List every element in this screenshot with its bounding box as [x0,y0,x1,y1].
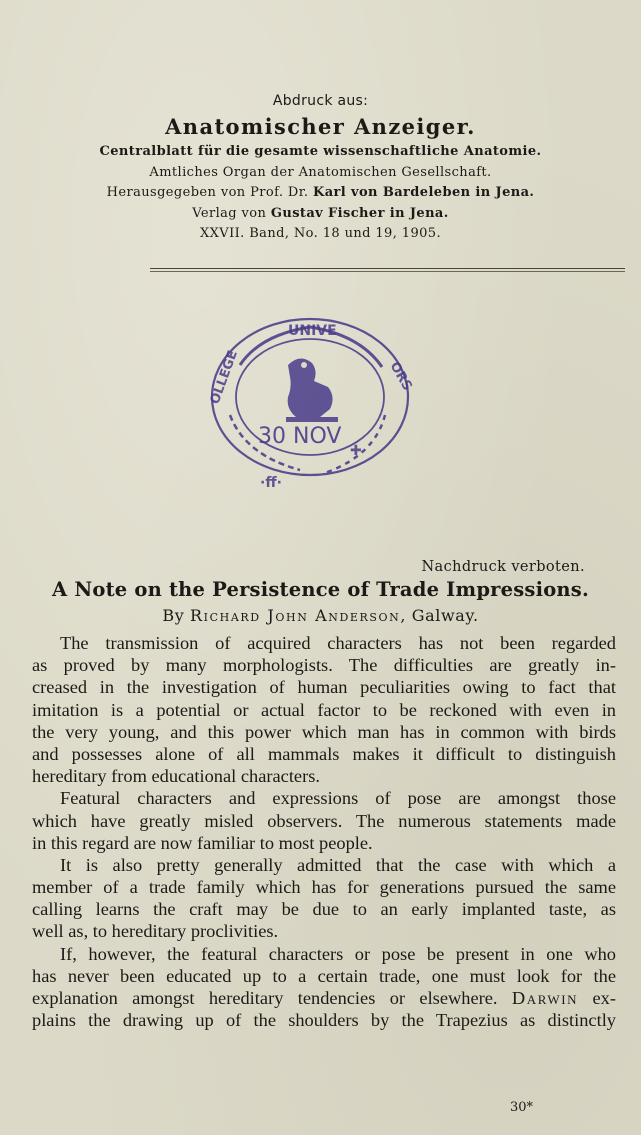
body-line: creased in the investigation of human peculiarities owing to fact that [32,677,616,698]
body-line: Featural characters and expressions of pose are amongst those [60,788,616,809]
journal-organ: Amtliches Organ der Anatomischen Gesellschaft. [149,164,492,180]
journal-title: Anatomischer Anzeiger. [165,114,476,139]
byline-prefix: By [162,606,185,625]
body-line-text: explanation amongst hereditary tendencies or elsewhere. [32,988,498,1008]
body-line: plains the drawing up of the shoulders by the Trapezius as distinctly [32,1010,616,1031]
journal-volume: XXVII. Band, No. 18 und 19, 1905. [199,226,442,241]
svg-text:✚: ✚ [350,443,362,459]
svg-text:·ff·: ·ff· [260,475,282,491]
journal-header [0,90,641,245]
editor-name: Karl von Bardeleben in Jena. [313,185,535,200]
body-line: well as, to hereditary proclivities. [32,921,279,942]
hyphen-fragment: ex- [592,988,616,1008]
body-line: It is also pretty generally admitted that the case with which a [60,854,616,875]
journal-editor [0,183,641,204]
body-line: calling learns the craft may be due to an early implanted taste, as [32,899,616,920]
darwin-name: Darwin [511,988,579,1008]
header-rule-bottom [150,271,625,272]
body-line: which have greatly misled observers. The numerous statements made [32,810,616,831]
body-line: and possesses alone of all mammals makes it difficult to distinguish [32,743,616,764]
signature-mark: 30* [510,1100,534,1115]
reprint-source-label: Abdruck aus: [272,93,369,109]
publisher-name: Gustav Fischer in Jena. [270,205,449,221]
body-line: member of a trade family which has for generations pursued the same [32,877,616,898]
library-stamp [200,305,420,500]
library-stamp-seal [200,305,420,500]
body-line: as proved by many morphologists. The difficulties are greatly in- [32,655,616,676]
body-line: If, however, the featural characters or pose be present in one who [60,943,616,964]
body-line: hereditary from educational characters. [32,766,320,787]
publisher-prefix: Verlag von [192,205,267,221]
body-line [32,987,616,1009]
body-line: has never been educated up to a certain trade, one must look for the [32,965,616,986]
body-line: in this regard are now familiar to most people. [32,832,373,853]
editor-prefix: Herausgegeben von Prof. Dr. [106,185,309,200]
svg-text:ORS: ORS [386,359,415,394]
stamp-date: 30 NOV [258,424,342,449]
body-line: the very young, and this power which man has in common with birds [32,721,616,742]
reprint-notice: Nachdruck verboten. [421,559,585,575]
journal-subtitle: Centralblatt für die gesamte wissenschaftliche Anatomie. [99,144,542,159]
journal-publisher [0,204,641,225]
header-rule-top [150,268,625,269]
body-line: imitation is a potential or actual factor to be reckoned with even in [32,699,616,720]
body-line: The transmission of acquired characters has not been regarded [60,633,616,653]
svg-text:OLLEGE: OLLEGE [207,348,241,407]
article-body [32,632,616,1031]
article-byline [0,606,641,625]
svg-text:UNIVE: UNIVE [288,323,337,339]
author-name: Richard John Anderson [190,606,401,625]
author-location: , Galway. [400,606,479,625]
article-title: A Note on the Persistence of Trade Impressions. [52,578,589,601]
